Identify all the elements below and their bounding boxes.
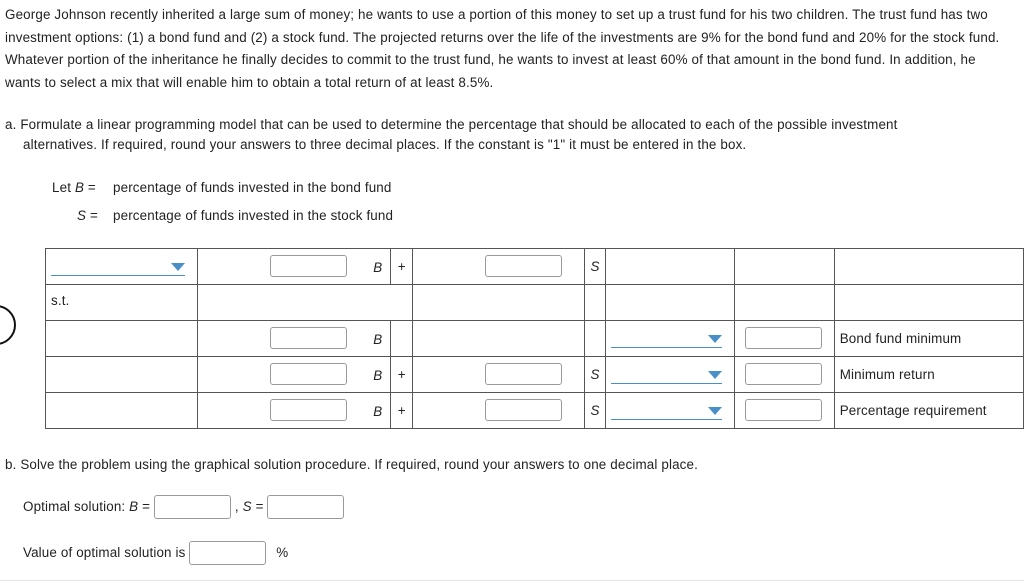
c3-coef-b-input[interactable] xyxy=(270,399,347,421)
part-b-instructions: b. Solve the problem using the graphical solution procedure. If required, round your answers to one decimal place. xyxy=(5,457,698,472)
part-a-line1: a. Formulate a linear programming model that can be used to determine the percentage that should be allocated to each of the possible investment xyxy=(5,117,898,132)
c3-var-s: S xyxy=(584,393,606,429)
chevron-down-icon xyxy=(171,263,185,271)
c3-plus: + xyxy=(391,393,413,429)
lp-model-table xyxy=(45,248,1024,429)
c2-coef-s-input[interactable] xyxy=(485,363,562,385)
chevron-down-icon xyxy=(708,335,722,343)
opt-var-s: S xyxy=(242,499,252,514)
percent-sign: % xyxy=(276,545,289,560)
constraint-row xyxy=(46,393,1024,429)
def-s: percentage of funds invested in the stock fund xyxy=(113,208,394,223)
let-label: Let xyxy=(52,180,72,195)
part-a-instructions xyxy=(5,115,1015,155)
optimal-b-input[interactable] xyxy=(154,495,231,519)
value-label: Value of optimal solution is xyxy=(23,545,186,560)
part-a-line2: alternatives. If required, round your answers to three decimal places. If the constant is "1" it must be entered in the box. xyxy=(23,137,747,152)
c3-var-b: B xyxy=(373,404,383,419)
c1-relation-select[interactable] xyxy=(611,329,722,348)
c1-coef-b-input[interactable] xyxy=(270,327,347,349)
var-s-label: S xyxy=(77,208,87,223)
opt-var-b: B xyxy=(129,499,139,514)
c1-label: Bond fund minimum xyxy=(834,321,1023,357)
c2-var-s: S xyxy=(584,357,606,393)
divider xyxy=(0,580,1024,581)
progress-circle-icon xyxy=(0,305,16,345)
obj-var-s: S xyxy=(584,249,606,285)
c1-var-b: B xyxy=(373,332,383,347)
chevron-down-icon xyxy=(708,371,722,379)
optimal-label: Optimal solution: xyxy=(23,499,126,514)
obj-var-b: B xyxy=(373,260,383,275)
objective-select[interactable] xyxy=(51,257,185,276)
c2-var-b: B xyxy=(373,368,383,383)
problem-statement: George Johnson recently inherited a large sum of money; he wants to use a portion of this money to set up a trust fund for his two children. The trust fund has two investment options: (1) a bond fund and (2) a stock fund. The projected returns over the life of the investments are 9% for the bond fund and 20% for the stock fund. Whatever portion of the inheritance he finally decides to commit to the trust fund, he wants to invest at least 60% of that amount in the bond fund. In addition, he wants to select a mix that will enable him to obtain a total return of at least 8.5%. xyxy=(5,7,1000,90)
st-row xyxy=(46,285,1024,321)
opt-eq-b: = xyxy=(142,499,151,514)
c3-relation-select[interactable] xyxy=(611,401,722,420)
st-label: s.t. xyxy=(51,293,70,308)
obj-plus: + xyxy=(391,249,413,285)
var-b-label: B xyxy=(74,180,85,195)
c3-coef-s-input[interactable] xyxy=(485,399,562,421)
optimal-value-row xyxy=(23,540,288,566)
var-s-eq: = xyxy=(86,208,98,223)
optimal-value-input[interactable] xyxy=(189,541,266,565)
def-b: percentage of funds invested in the bond fund xyxy=(113,180,392,195)
opt-eq-s: = xyxy=(255,499,264,514)
obj-coef-b-input[interactable] xyxy=(270,255,347,277)
c2-rhs-input[interactable] xyxy=(745,363,822,385)
obj-coef-s-input[interactable] xyxy=(485,255,562,277)
let-b-row xyxy=(52,178,96,198)
c2-label: Minimum return xyxy=(834,357,1023,393)
objective-cell xyxy=(46,249,198,285)
c3-label: Percentage requirement xyxy=(834,393,1023,429)
optimal-s-input[interactable] xyxy=(267,495,344,519)
c2-relation-select[interactable] xyxy=(611,365,722,384)
var-b-eq: = xyxy=(84,180,96,195)
c2-plus: + xyxy=(391,357,413,393)
constraint-row xyxy=(46,321,1024,357)
chevron-down-icon xyxy=(708,407,722,415)
c3-rhs-input[interactable] xyxy=(745,399,822,421)
c2-coef-b-input[interactable] xyxy=(270,363,347,385)
opt-comma: , xyxy=(234,499,239,514)
objective-row xyxy=(46,249,1024,285)
c1-rhs-input[interactable] xyxy=(745,327,822,349)
let-s-row xyxy=(77,206,98,226)
optimal-solution-row xyxy=(23,494,344,520)
constraint-row xyxy=(46,357,1024,393)
